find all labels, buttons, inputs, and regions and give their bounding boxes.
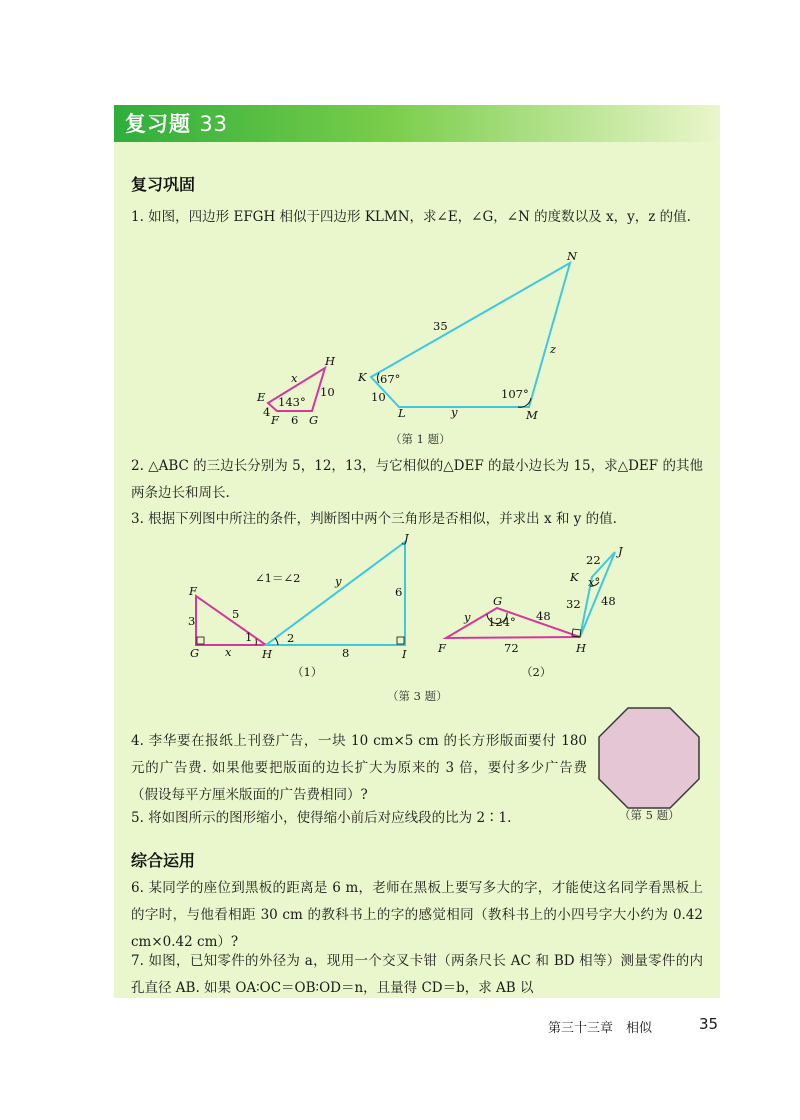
octagon-shape <box>599 708 699 808</box>
quad-klmn <box>371 263 570 407</box>
right-angle-g <box>197 637 204 644</box>
page-number: 35 <box>699 1015 719 1033</box>
label-angle-2: 2 <box>287 631 295 645</box>
label-k: K <box>358 370 367 384</box>
figure-5-octagon <box>597 706 701 810</box>
label-j2: J <box>618 544 623 558</box>
label-y: y <box>451 405 458 419</box>
label-x: x <box>291 371 298 385</box>
review-title <box>125 108 228 140</box>
label-angle-107: 107° <box>501 387 529 401</box>
label-j1: J <box>404 531 409 545</box>
label-angle-143: 143° <box>278 395 306 409</box>
label-n: N <box>567 249 578 263</box>
label-sub-1: （1） <box>292 665 323 679</box>
problem-4: 4. 李华要在报纸上刊登广告，一块 10 cm×5 cm 的长方形版面要付 180 元的广告费. 如果他要把版面的边长扩大为原来的 3 倍，要付多少广告费（假设每平方厘米版面的广告费相同）? <box>131 733 587 803</box>
label-f2: F <box>438 641 446 655</box>
label-angle-1: 1 <box>245 630 253 644</box>
figure-1 <box>240 245 600 450</box>
label-x-deg: x° <box>588 575 601 589</box>
label-gh2: 48 <box>536 609 551 623</box>
problem-5: 5. 将如图所示的图形缩小，使得缩小前后对应线段的比为 2∶1. <box>131 810 512 826</box>
problem-2: 2. △ABC 的三边长分别为 5，12，13，与它相似的△DEF 的最小边长为 15，求△DEF 的其他两条边长和周长. <box>131 458 703 501</box>
label-condition: ∠1＝∠2 <box>255 571 301 585</box>
label-m: M <box>526 408 538 422</box>
label-side-ef: 4 <box>263 405 271 419</box>
figure-1-caption: （第 1 题） <box>390 432 451 446</box>
label-i1: I <box>402 647 407 661</box>
label-l: L <box>398 406 406 420</box>
problem-6: 6. 某同学的座位到黑板的距离是 6 m，老师在黑板上要写多大的字，才能使这名同学看黑板上的字时，与他看相距 30 cm 的教科书上的字的感觉相同（教科书上的小四号字大小约为 0.42 cm×0.42 cm）? <box>131 880 703 950</box>
footer-chapter: 第三十三章 相似 <box>548 1021 653 1036</box>
label-h1: H <box>262 647 273 661</box>
label-jh2: 48 <box>601 594 616 608</box>
label-sub-2: （2） <box>521 665 552 679</box>
figure-5-caption: （第 5 题） <box>619 808 680 822</box>
label-angle-124: 124° <box>488 615 516 629</box>
label-hi: 8 <box>342 646 350 660</box>
label-k2: K <box>570 570 579 584</box>
label-h2: H <box>576 641 587 655</box>
label-side-kl: 10 <box>371 390 386 404</box>
label-z: z <box>550 342 557 356</box>
label-side-gh: 10 <box>320 385 335 399</box>
label-y1: y <box>335 574 342 588</box>
label-ij: 6 <box>395 585 403 599</box>
section-heading-review: 复习巩固 <box>131 175 196 194</box>
label-g: G <box>309 413 319 427</box>
review-title-text: 复习题 <box>125 112 191 136</box>
figure-3-part-2 <box>430 540 640 680</box>
angle-mark-k <box>377 373 379 383</box>
label-e: E <box>257 390 266 404</box>
label-fg: 3 <box>188 614 196 628</box>
label-fh: 5 <box>232 607 240 621</box>
label-g2: G <box>493 594 503 608</box>
label-fh2: 72 <box>504 641 519 655</box>
label-kh2: 32 <box>566 597 581 611</box>
label-f: F <box>271 413 279 427</box>
right-angle-i <box>397 637 404 644</box>
angle-mark-2 <box>275 638 278 645</box>
label-side-kn: 35 <box>433 319 448 333</box>
section-heading-apply: 综合运用 <box>131 851 196 870</box>
label-y2: y <box>464 610 471 624</box>
label-x1: x <box>225 645 232 659</box>
problem-7: 7. 如图，已知零件的外径为 a，现用一个交叉卡钳（两条尺长 AC 和 BD 相等）测量零件的内孔直径 AB. 如果 OA∶OC＝OB∶OD＝n，且量得 CD＝b，求 AB 以 <box>131 953 703 996</box>
figure-3-caption: （第 3 题） <box>387 689 448 703</box>
triangle-fgh <box>196 596 266 645</box>
review-title-number: 33 <box>199 112 229 136</box>
triangle-hij <box>266 542 405 645</box>
label-angle-67: 67° <box>380 372 401 386</box>
problem-3: 3. 根据下列图中所注的条件，判断图中两个三角形是否相似，并求出 x 和 y 的值. <box>131 511 617 527</box>
label-h: H <box>325 354 336 368</box>
problem-1: 1. 如图，四边形 EFGH 相似于四边形 KLMN，求∠E，∠G，∠N 的度数以及 x，y，z 的值. <box>131 209 691 225</box>
label-side-fg: 6 <box>291 413 299 427</box>
label-kj2: 22 <box>586 553 601 567</box>
label-f1: F <box>189 584 197 598</box>
figure-3-part-1 <box>180 530 430 680</box>
label-g1: G <box>190 646 200 660</box>
